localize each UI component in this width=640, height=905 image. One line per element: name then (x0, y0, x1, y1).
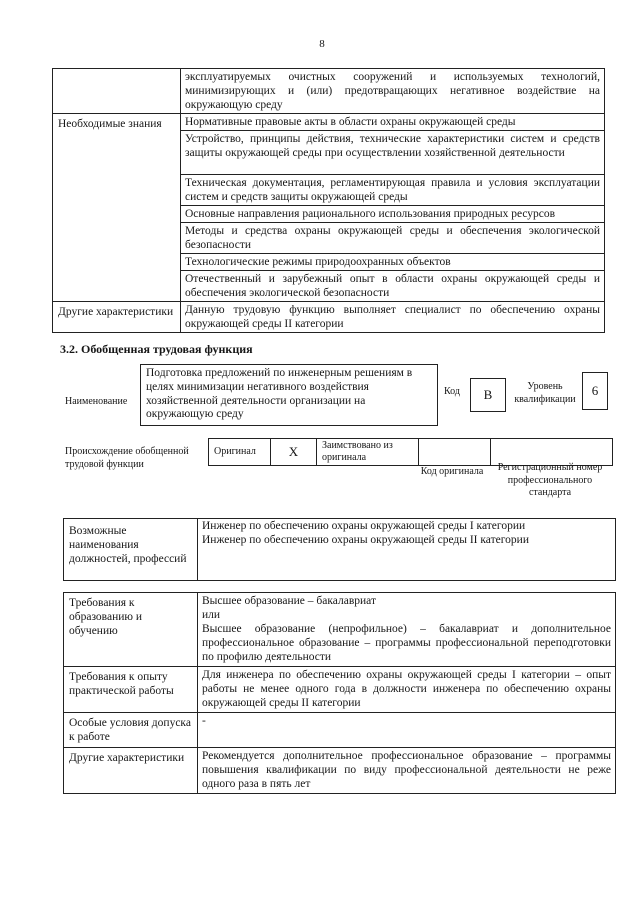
original-mark: X (271, 439, 317, 466)
table-row (53, 302, 605, 333)
page-number: 8 (319, 38, 325, 50)
admission-text: - (198, 713, 616, 748)
positions-table (63, 518, 616, 581)
origin-label: Происхождение обобщенной трудовой функции (65, 446, 189, 470)
knowledge-table (52, 68, 605, 333)
original-label: Оригинал (209, 439, 271, 466)
knowledge-item: Техническая документация, регламентирующая правила и условия эксплуатации систем и средств защиты окружающей среды (181, 175, 605, 206)
education-text (198, 593, 616, 667)
admission-label: Особые условия допуска к работе (64, 713, 198, 748)
code-original-cell (419, 439, 491, 466)
knowledge-item: Устройство, принципы действия, технические характеристики систем и средств защиты окружающей среды при осуществлении хозяйственной деятельности (181, 131, 605, 175)
other-characteristics-text: Рекомендуется дополнительное профессиональное образование – программы повышения квалификации по виду профессиональной деятельности не реже одного раза в пять лет (198, 748, 616, 794)
requirements-table (63, 592, 616, 794)
education-label: Требования к образованию и обучению (64, 593, 198, 667)
positions-label: Возможные наименования должностей, профессий (64, 519, 198, 581)
name-label: Наименование (65, 396, 128, 407)
level-label: Уровень квалификации (514, 381, 576, 405)
knowledge-item: Нормативные правовые акты в области охраны окружающей среды (181, 114, 605, 131)
education-line: Высшее образование – бакалавриат (202, 595, 376, 607)
row-text: эксплуатируемых очистных сооружений и используемых технологий, минимизирующих и (или) предотвращающих негативное воздействие на окружающую среду (181, 69, 605, 114)
position-item: Инженер по обеспечению охраны окружающей среды I категории (202, 520, 526, 532)
table-row (64, 713, 616, 748)
code-label: Код (444, 386, 460, 397)
level-value-box: 6 (582, 372, 608, 410)
code-value-box: B (470, 378, 506, 412)
row-label (53, 69, 181, 114)
row-text: Данную трудовую функцию выполняет специалист по обеспечению охраны окружающей среды II категории (181, 302, 605, 333)
code-original-label: Код оригинала (420, 466, 484, 477)
table-row (53, 114, 605, 131)
experience-text: Для инженера по обеспечению охраны окружающей среды I категории – опыт работы не менее одного года в должности инженера по обеспечению охраны окружающей среды II категории (198, 667, 616, 713)
knowledge-item: Основные направления рационального использования природных ресурсов (181, 206, 605, 223)
positions-list (198, 519, 616, 581)
position-item: Инженер по обеспечению охраны окружающей среды II категории (202, 534, 529, 547)
experience-label: Требования к опыту практической работы (64, 667, 198, 713)
row-label-knowledge: Необходимые знания (53, 114, 181, 302)
borrowed-label: Заимствовано из оригинала (317, 439, 419, 466)
table-row (64, 593, 616, 667)
reg-number-label: Регистрационный номер профессионального стандарта (497, 462, 603, 498)
other-characteristics-label: Другие характеристики (64, 748, 198, 794)
knowledge-item: Методы и средства охраны окружающей среды и обеспечения экологической безопасности (181, 223, 605, 254)
function-name-box: Подготовка предложений по инженерным решениям в целях минимизации негативного воздействия хозяйственной деятельности организации на окружающую среду (140, 364, 438, 426)
knowledge-item: Отечественный и зарубежный опыт в области охраны окружающей среды и обеспечения экологической безопасности (181, 271, 605, 302)
section-title: 3.2. Обобщенная трудовая функция (60, 342, 253, 356)
education-line: Высшее образование (непрофильное) – бакалавриат и дополнительное профессиональное образование – программы профессиональной переподготовки по профилю деятельности (202, 623, 611, 664)
table-row (53, 69, 605, 114)
row-label-other: Другие характеристики (53, 302, 181, 333)
table-row (64, 667, 616, 713)
table-row (64, 748, 616, 794)
knowledge-item: Технологические режимы природоохранных объектов (181, 254, 605, 271)
table-row (64, 519, 616, 581)
education-line: или (202, 609, 221, 622)
